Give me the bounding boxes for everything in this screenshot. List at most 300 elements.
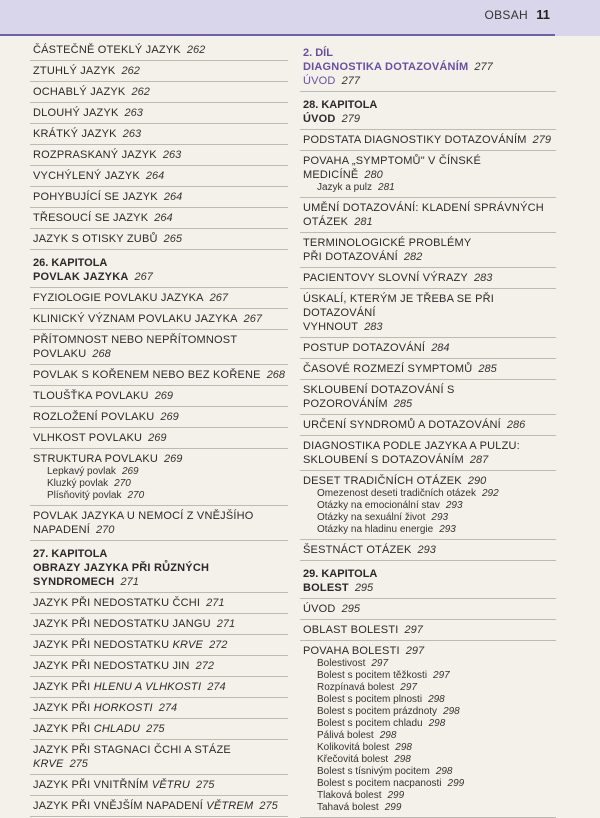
section-title: OBSAH — [484, 8, 528, 22]
sub-entry — [317, 500, 554, 512]
page-ref: 293 — [431, 512, 449, 523]
toc-entry — [300, 92, 556, 130]
toc-entry — [30, 288, 288, 309]
entry-title: OBLAST BOLESTI — [303, 624, 399, 636]
page-ref: 299 — [384, 802, 402, 813]
entry-line — [33, 778, 286, 792]
page-ref: 274 — [158, 702, 178, 714]
toc-entry — [30, 775, 288, 796]
toc-entry — [30, 614, 288, 635]
entry-line-2 — [33, 523, 286, 537]
entry-line — [303, 418, 554, 432]
page-ref: 297 — [400, 682, 417, 693]
page-ref: 298 — [379, 730, 397, 741]
toc-entry — [300, 436, 556, 471]
sub-entry — [317, 182, 554, 194]
page-ref: 269 — [148, 432, 167, 444]
page-ref: 277 — [474, 61, 493, 73]
entry-title: VYCHÝLENÝ JAZYK — [33, 170, 140, 182]
toc-entry — [30, 166, 288, 187]
sub-title: Jazyk a pulz — [317, 182, 373, 193]
page-ref: 272 — [209, 639, 228, 651]
entry-line — [33, 596, 286, 610]
entry-title: KRÁTKÝ JAZYK — [33, 128, 117, 140]
entry-title: JAZYK PŘI NEDOSTATKU JANGU — [33, 618, 211, 630]
page-ref: 275 — [69, 758, 88, 770]
entry-line-2 — [303, 250, 554, 264]
sub-entry — [47, 466, 286, 478]
page-ref: 262 — [131, 86, 150, 98]
sub-title: Plísňovitý povlak — [47, 490, 122, 501]
sub-entry — [317, 512, 554, 524]
page-ref: 270 — [127, 490, 145, 501]
toc-entry — [300, 620, 556, 641]
toc-entry — [30, 796, 288, 817]
entry-title: ÚVOD — [303, 603, 336, 615]
toc-entry — [30, 593, 288, 614]
entry-title: JAZYK PŘI NEDOSTATKU — [33, 639, 170, 651]
toc-entry — [30, 635, 288, 656]
entry-title: POVLAK JAZYKA — [33, 271, 129, 283]
entry-line — [303, 383, 554, 411]
sub-title: Otázky na sexuální život — [317, 512, 426, 523]
sub-title: Křečovitá bolest — [317, 754, 389, 765]
toc-entry — [30, 145, 288, 166]
entry-line — [33, 561, 286, 589]
entry-title: POVLAK JAZYKA U NEMOCÍ Z VNĚJŠÍHO — [33, 510, 254, 522]
entry-line-2 — [33, 347, 286, 361]
entry-title: DIAGNOSTIKA PODLE JAZYKA A PULZU: — [303, 440, 520, 452]
entry-title-cont: PŘI DOTAZOVÁNÍ — [303, 251, 398, 263]
sub-title: Bolest s pocitem plnosti — [317, 694, 423, 705]
toc-entry — [30, 506, 288, 541]
page-ref: 297 — [433, 670, 450, 681]
part-title — [303, 60, 554, 74]
entry-title: JAZYK PŘI NEDOSTATKU JIN — [33, 660, 190, 672]
page-ref: 263 — [122, 128, 142, 140]
sub-title: Omezenost deseti tradičních otázek — [317, 488, 476, 499]
entry-title-cont: SKLOUBENÍ S DOTAZOVÁNÍM — [303, 454, 464, 466]
page-ref: 269 — [160, 411, 179, 423]
entry-title-em — [90, 702, 152, 714]
page-ref: 295 — [354, 582, 374, 594]
entry-title-em — [90, 723, 140, 735]
page-ref: 297 — [404, 624, 423, 636]
page-ref: 262 — [186, 44, 206, 56]
toc-entry — [30, 187, 288, 208]
chapter-label: 26. KAPITOLA — [33, 257, 108, 269]
page-ref: 279 — [532, 134, 551, 146]
entry-title: JAZYK PŘI VNITŘNÍM — [33, 779, 149, 791]
page-ref: 281 — [378, 182, 395, 193]
toc-entry — [300, 641, 556, 818]
entry-title: TERMINOLOGICKÉ PROBLÉMY — [303, 237, 472, 249]
page-ref: 298 — [428, 718, 446, 729]
entry-line — [303, 543, 554, 557]
entry-title: DLOUHÝ JAZYK — [33, 107, 119, 119]
part-label: 2. DÍL — [303, 47, 333, 59]
entry-title: PACIENTOVY SLOVNÍ VÝRAZY — [303, 272, 468, 284]
entry-title-em — [33, 758, 64, 770]
page-ref: 287 — [469, 454, 489, 466]
chapter-label: 27. KAPITOLA — [33, 548, 108, 560]
page-ref: 295 — [341, 603, 360, 615]
entry-line — [303, 581, 554, 595]
toc-entry — [30, 719, 288, 740]
page-ref: 293 — [439, 524, 456, 535]
entry-line — [33, 64, 286, 78]
sub-entry — [317, 694, 554, 706]
toc-entry — [30, 365, 288, 386]
page-ref: 268 — [92, 348, 111, 360]
toc-entry — [30, 677, 288, 698]
page-ref: 299 — [447, 778, 465, 789]
sub-title: Bolest s pocitem nacpanosti — [317, 778, 442, 789]
page-ref: 297 — [405, 645, 425, 657]
page-ref: 263 — [124, 107, 143, 119]
toc-entry — [300, 415, 556, 436]
page-ref: 271 — [120, 576, 139, 588]
entry-line — [33, 389, 286, 403]
toc-entry — [300, 198, 556, 233]
page-ref: 267 — [134, 271, 153, 283]
entry-line — [33, 680, 286, 694]
entry-line — [33, 169, 286, 183]
toc-entry — [30, 407, 288, 428]
entry-line — [33, 127, 286, 141]
page-ref: 285 — [393, 398, 413, 410]
page-ref: 298 — [394, 754, 411, 765]
entry-title: JAZYK PŘI VNĚJŠÍM NAPADENÍ — [33, 800, 204, 812]
entry-title: ÚSKALÍ, KTERÝM JE TŘEBA SE PŘI DOTAZOVÁNÍ — [303, 293, 495, 319]
entry-title: ŠESTNÁCT OTÁZEK — [303, 544, 412, 556]
entry-title: VLHKOST POVLAKU — [33, 432, 143, 444]
page-ref: 262 — [121, 65, 140, 77]
toc-entry — [300, 289, 556, 338]
entry-line — [303, 439, 554, 453]
toc-entry — [30, 61, 288, 82]
sub-entry — [47, 478, 286, 490]
toc-entry — [300, 233, 556, 268]
entry-line — [303, 602, 554, 616]
header-rule — [0, 34, 555, 36]
sub-entry — [317, 790, 554, 802]
toc-left-column — [30, 40, 288, 817]
toc-entry — [300, 380, 556, 415]
emphasis: VĚTRU — [151, 779, 190, 791]
entry-title: UMĚNÍ DOTAZOVÁNÍ: KLADENÍ SPRÁVNÝCH — [303, 202, 544, 214]
sub-entry — [317, 718, 554, 730]
page-header — [0, 0, 600, 36]
entry-line — [33, 743, 286, 771]
page-ref: 270 — [114, 478, 131, 489]
page-ref: 271 — [206, 597, 225, 609]
toc-entry — [300, 561, 556, 599]
toc-entry — [300, 40, 556, 92]
emphasis: KRVE — [33, 758, 64, 770]
emphasis: KRVE — [172, 639, 204, 651]
sub-title: Bolest s tísnivým pocitem — [317, 766, 430, 777]
intro-line — [303, 74, 554, 88]
entry-title: POVAHA BOLESTI — [303, 645, 400, 657]
entry-line — [33, 452, 286, 466]
page-ref: 283 — [364, 321, 383, 333]
entry-line — [33, 333, 286, 347]
page-ref: 298 — [435, 766, 453, 777]
entry-title-em — [169, 639, 203, 651]
page-ref: 271 — [216, 618, 236, 630]
entry-line — [33, 722, 286, 736]
toc-entry — [30, 386, 288, 407]
chapter-label: 28. KAPITOLA — [303, 99, 378, 111]
entry-title: JAZYK PŘI — [33, 702, 91, 714]
entry-line — [33, 211, 286, 225]
toc-entry — [30, 740, 288, 775]
toc-entry — [30, 428, 288, 449]
toc-entry — [30, 250, 288, 288]
toc-entry — [30, 541, 288, 593]
page-ref: 274 — [207, 681, 226, 693]
toc-entry — [300, 471, 556, 540]
entry-title: TŘESOUCÍ SE JAZYK — [33, 212, 149, 224]
sub-title: Bolest s pocitem těžkosti — [317, 670, 428, 681]
entry-title: ČÁSTEČNĚ OTEKLÝ JAZYK — [33, 44, 181, 56]
page-ref: 263 — [162, 149, 182, 161]
toc-entry — [300, 599, 556, 620]
toc-entry — [30, 330, 288, 365]
entry-line — [33, 190, 286, 204]
page-ref: 275 — [259, 800, 278, 812]
page-ref: 297 — [371, 658, 389, 669]
page-ref: 265 — [163, 233, 182, 245]
sub-title: Tahavá bolest — [317, 802, 379, 813]
entry-line — [33, 509, 286, 523]
chapter-label: 29. KAPITOLA — [303, 568, 378, 580]
page-ref: 275 — [146, 723, 165, 735]
entry-line — [33, 43, 286, 57]
page-ref: 298 — [428, 694, 445, 705]
page-ref: 269 — [121, 466, 139, 477]
entry-title: TLOUŠŤKA POVLAKU — [33, 390, 149, 402]
entry-title: FYZIOLOGIE POVLAKU JAZYKA — [33, 292, 204, 304]
toc-entry — [30, 229, 288, 250]
page-ref: 269 — [154, 390, 174, 402]
entry-title-em — [148, 779, 190, 791]
entry-title-em — [203, 800, 253, 812]
page-ref: 267 — [209, 292, 229, 304]
entry-title: SKLOUBENÍ DOTAZOVÁNÍ S POZOROVÁNÍM — [303, 384, 455, 410]
entry-line-2 — [303, 453, 554, 467]
entry-title: BOLEST — [303, 582, 349, 594]
sub-title: Kolikovitá bolest — [317, 742, 390, 753]
sub-entry — [317, 742, 554, 754]
page-ref: 299 — [387, 790, 405, 801]
sub-title: Bolest s pocitem chladu — [317, 718, 423, 729]
emphasis: VĚTREM — [206, 800, 254, 812]
page-ref: 298 — [395, 742, 412, 753]
page-ref: 272 — [195, 660, 214, 672]
toc-entry — [30, 698, 288, 719]
entry-title: POSTUP DOTAZOVÁNÍ — [303, 342, 426, 354]
page-ref: 293 — [445, 500, 463, 511]
sub-entry — [317, 706, 554, 718]
sub-title: Tlaková bolest — [317, 790, 382, 801]
emphasis: HORKOSTI — [93, 702, 153, 714]
page-ref: 290 — [467, 475, 487, 487]
entry-line — [303, 271, 554, 285]
toc-entry — [30, 82, 288, 103]
sub-title: Bolest s pocitem prázdnoty — [317, 706, 438, 717]
entry-line-2 — [303, 215, 554, 229]
entry-title: JAZYK PŘI STAGNACI ČCHI A STÁZE — [33, 744, 231, 756]
page-ref: 292 — [481, 488, 499, 499]
entry-title: ZTUHLÝ JAZYK — [33, 65, 116, 77]
sub-entry — [317, 778, 554, 790]
toc-entry — [30, 40, 288, 61]
entry-title: JAZYK S OTISKY ZUBŮ — [33, 233, 158, 245]
entry-title: ÚVOD — [303, 113, 336, 125]
entry-line — [303, 474, 554, 488]
entry-line — [303, 112, 554, 126]
entry-line — [33, 431, 286, 445]
entry-title: STRUKTURA POVLAKU — [33, 453, 159, 465]
entry-line — [33, 232, 286, 246]
page-ref: 298 — [443, 706, 460, 717]
toc-entry — [30, 103, 288, 124]
page-ref: 270 — [96, 524, 115, 536]
entry-line — [303, 133, 554, 147]
entry-title-em — [90, 681, 201, 693]
sub-title: Bolestivost — [317, 658, 366, 669]
page-ref: 269 — [164, 453, 183, 465]
entry-line — [33, 410, 286, 424]
sub-title: Pálivá bolest — [317, 730, 374, 741]
toc-entry — [30, 656, 288, 677]
page-ref: 285 — [478, 363, 497, 375]
page-ref: 283 — [473, 272, 493, 284]
entry-line — [33, 106, 286, 120]
entry-title: DIAGNOSTIKA DOTAZOVÁNÍM — [303, 61, 469, 73]
page-ref: 264 — [145, 170, 165, 182]
entry-line — [303, 644, 554, 658]
sub-entry — [47, 490, 286, 502]
page-ref: 275 — [196, 779, 215, 791]
sub-entry — [317, 766, 554, 778]
entry-line — [303, 154, 554, 182]
entry-title: OCHABLÝ JAZYK — [33, 86, 126, 98]
entry-title: DESET TRADIČNÍCH OTÁZEK — [303, 475, 462, 487]
sub-entry — [317, 802, 554, 814]
entry-title: ÚVOD — [303, 75, 336, 87]
sub-entry — [317, 524, 554, 536]
entry-line — [303, 341, 554, 355]
page-ref: 281 — [354, 216, 373, 228]
entry-line — [33, 638, 286, 652]
entry-line — [303, 236, 554, 250]
entry-title: OBRAZY JAZYKA PŘI RŮZNÝCH SYNDROMECH — [33, 562, 210, 588]
page-ref: 277 — [341, 75, 360, 87]
page-ref: 282 — [403, 251, 423, 263]
emphasis: HLENU A VLHKOSTI — [93, 681, 202, 693]
entry-title-cont: NAPADENÍ — [33, 524, 91, 536]
entry-title: URČENÍ SYNDROMŮ A DOTAZOVÁNÍ — [303, 419, 501, 431]
sub-entry — [317, 730, 554, 742]
entry-title: JAZYK PŘI — [33, 723, 91, 735]
entry-line — [33, 270, 286, 284]
entry-line — [33, 148, 286, 162]
entry-title: ROZPRASKANÝ JAZYK — [33, 149, 157, 161]
entry-line — [33, 617, 286, 631]
sub-title: Rozpínavá bolest — [317, 682, 395, 693]
entry-title: ROZLOŽENÍ POVLAKU — [33, 411, 155, 423]
entry-line — [33, 368, 286, 382]
toc-entry — [300, 338, 556, 359]
page-ref: 279 — [341, 113, 360, 125]
page-ref: 268 — [266, 369, 286, 381]
entry-title: JAZYK PŘI NEDOSTATKU ČCHI — [33, 597, 201, 609]
entry-line — [303, 292, 554, 320]
sub-title: Kluzký povlak — [47, 478, 109, 489]
entry-title: POVLAK S KOŘENEM NEBO BEZ KOŘENE — [33, 369, 261, 381]
page-ref: 280 — [364, 169, 383, 181]
sub-title: Otázky na emocionální stav — [317, 500, 440, 511]
toc-entry — [30, 208, 288, 229]
page-ref: 264 — [154, 212, 173, 224]
entry-line — [33, 85, 286, 99]
sub-title: Otázky na hladinu energie — [317, 524, 434, 535]
sub-entry — [317, 670, 554, 682]
entry-title: PODSTATA DIAGNOSTIKY DOTAZOVÁNÍM — [303, 134, 527, 146]
entry-line — [33, 291, 286, 305]
entry-title: POHYBUJÍCÍ SE JAZYK — [33, 191, 158, 203]
sub-entry — [317, 658, 554, 670]
page-ref: 286 — [506, 419, 526, 431]
page-number: 11 — [536, 7, 550, 22]
toc-entry — [300, 359, 556, 380]
entry-title-cont: POVLAKU — [33, 348, 87, 360]
toc-entry — [300, 130, 556, 151]
page-ref: 267 — [243, 313, 263, 325]
entry-line-2 — [303, 320, 554, 334]
entry-line — [33, 799, 286, 813]
page-ref: 284 — [431, 342, 450, 354]
entry-title: KLINICKÝ VÝZNAM POVLAKU JAZYKA — [33, 313, 238, 325]
entry-line — [33, 701, 286, 715]
entry-title: JAZYK PŘI — [33, 681, 91, 693]
sub-entry — [317, 754, 554, 766]
sub-entry — [317, 488, 554, 500]
entry-line — [303, 623, 554, 637]
entry-title: POVAHA „SYMPTOMŮ" V ČÍNSKÉ MEDICÍNĚ — [303, 155, 482, 181]
entry-line — [303, 362, 554, 376]
toc-entry — [30, 449, 288, 506]
toc-entry — [30, 124, 288, 145]
entry-line — [33, 659, 286, 673]
entry-line — [303, 201, 554, 215]
toc-right-column — [300, 40, 556, 818]
toc-entry — [30, 309, 288, 330]
sub-title: Lepkavý povlak — [47, 466, 116, 477]
sub-entry — [317, 682, 554, 694]
page-ref: 293 — [417, 544, 436, 556]
entry-title-cont: VYHNOUT — [303, 321, 359, 333]
toc-entry — [300, 151, 556, 198]
emphasis: CHLADU — [93, 723, 141, 735]
toc-entry — [300, 540, 556, 561]
entry-title: PŘÍTOMNOST NEBO NEPŘÍTOMNOST — [33, 334, 238, 346]
toc-entry — [300, 268, 556, 289]
entry-title-cont: OTÁZEK — [303, 216, 349, 228]
